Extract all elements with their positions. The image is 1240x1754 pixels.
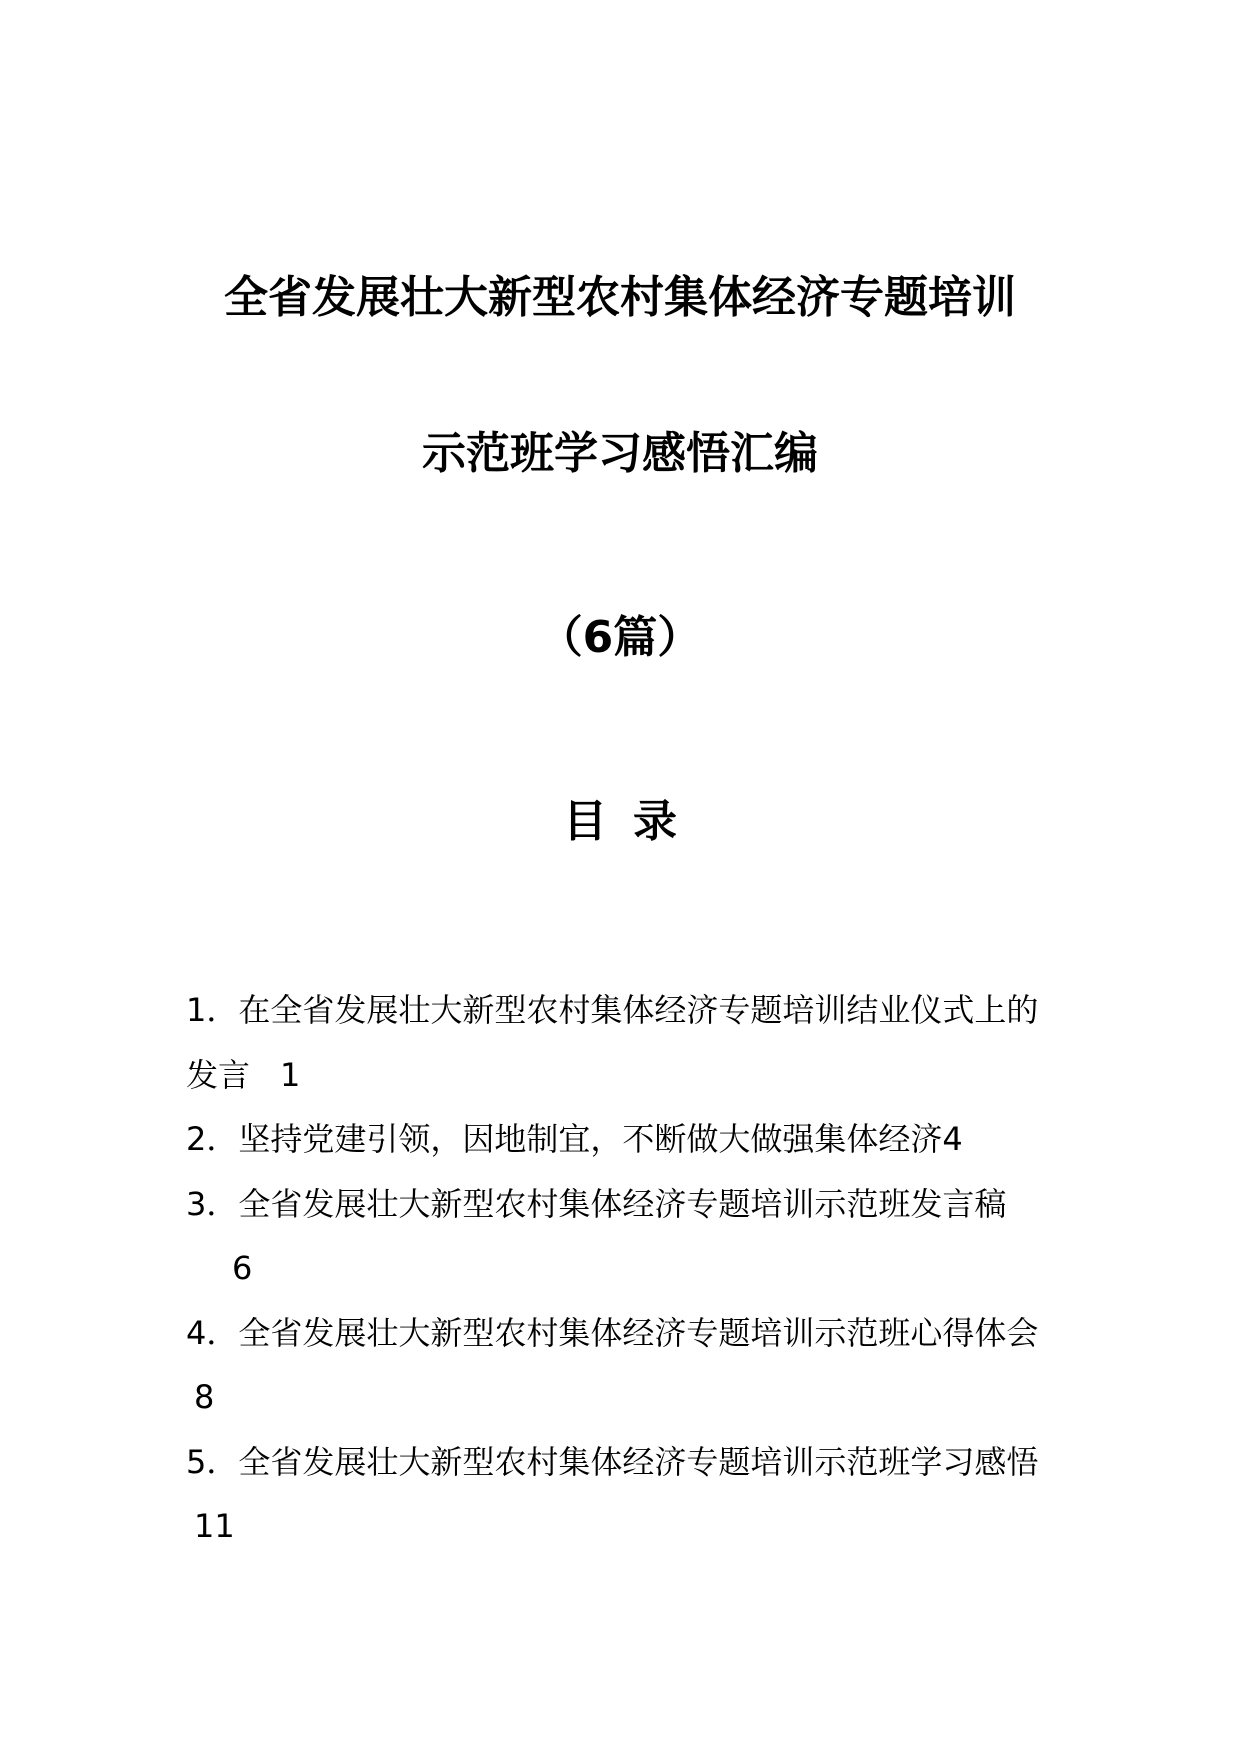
toc-item-number: 4． (186, 1313, 239, 1352)
toc-item-title: 在全省发展壮大新型农村集体经济专题培训结业仪式上的发言 (186, 991, 1039, 1094)
toc-item-page: 4 (942, 1120, 963, 1158)
toc-item-4[interactable] (186, 1301, 1060, 1430)
toc-heading: 目录 (563, 796, 703, 847)
toc-item-number: 1． (186, 991, 239, 1029)
toc-item-title: 坚持党建引领，因地制宜，不断做大做强集体经济 (238, 1120, 943, 1158)
toc-item-number: 3． (186, 1184, 239, 1223)
toc-item-number: 2． (186, 1120, 239, 1158)
document-count: （6篇） (538, 612, 702, 663)
toc-item-title: 全省发展壮大新型农村集体经济专题培训示范班发言稿 (238, 1184, 1007, 1223)
toc-item-title: 全省发展壮大新型农村集体经济专题培训示范班学习感悟 (238, 1442, 1039, 1481)
document-title-line-1: 全省发展壮大新型农村集体经济专题培训 (224, 272, 1016, 323)
table-of-contents (186, 978, 1060, 1559)
toc-item-number: 5． (186, 1442, 239, 1481)
toc-item-page: 8 (194, 1378, 215, 1416)
toc-item-1[interactable] (186, 978, 1060, 1107)
toc-item-page: 11 (194, 1507, 235, 1545)
toc-item-title: 全省发展壮大新型农村集体经济专题培训示范班心得体会 (238, 1313, 1039, 1352)
toc-item-page: 1 (280, 1055, 301, 1094)
toc-item-2[interactable] (186, 1107, 1060, 1172)
toc-item-page: 6 (232, 1249, 253, 1287)
toc-item-5[interactable] (186, 1430, 1060, 1559)
document-title-line-2: 示范班学习感悟汇编 (422, 428, 818, 479)
toc-item-3[interactable] (186, 1172, 1060, 1301)
